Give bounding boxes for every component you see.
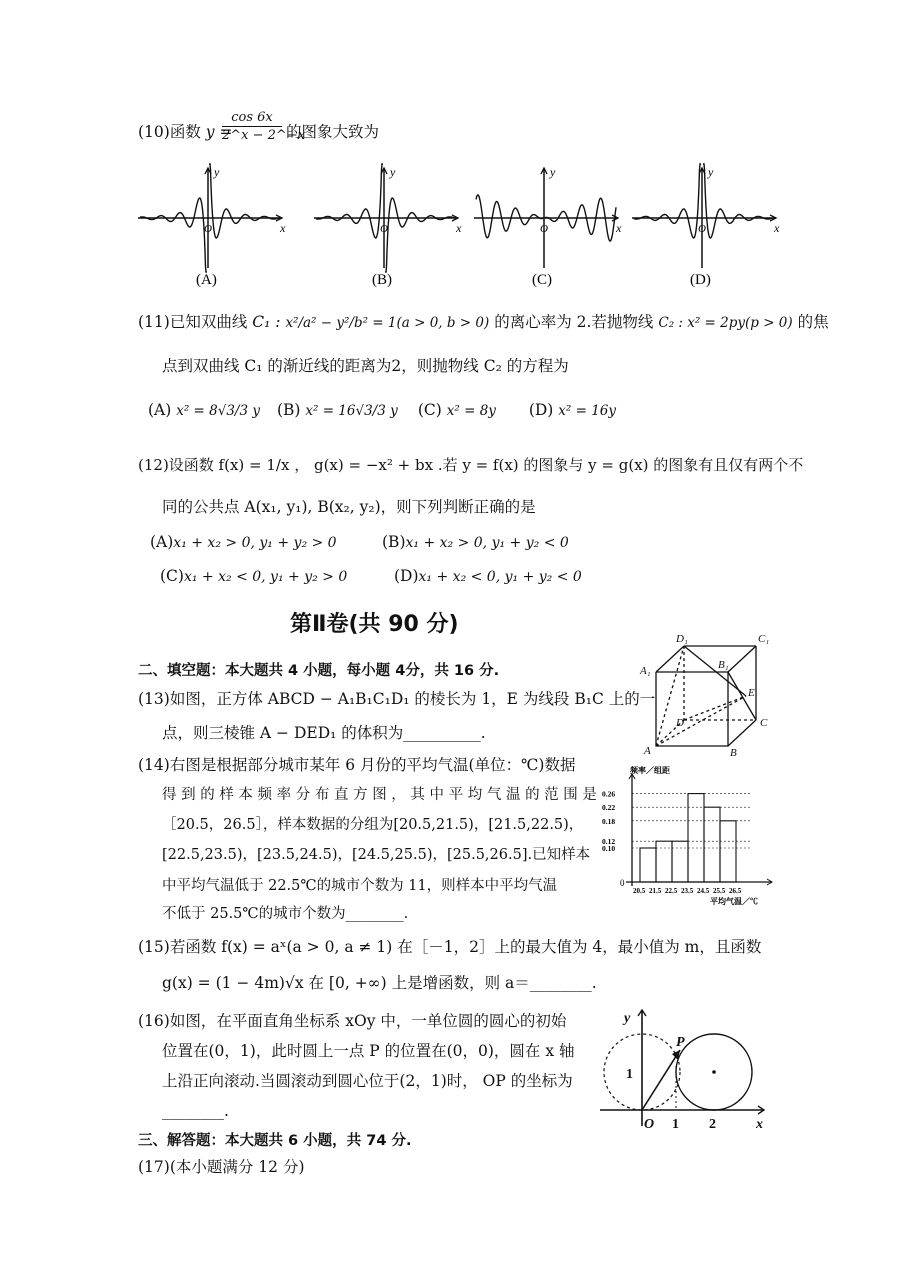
histogram (600, 766, 780, 906)
q11-line2: 点到双曲线 C₁ 的渐近线的距离为2，则抛物线 C₂ 的方程为 (162, 357, 569, 375)
q12-line2: 同的公共点 A(x₁, y₁), B(x₂, y₂)，则下列判断正确的是 (162, 498, 536, 516)
hist-x-tick-label: 20.5 (633, 887, 646, 895)
function-curve-left (140, 198, 207, 272)
vector-op (642, 1050, 680, 1110)
label-one-y: 1 (626, 1067, 633, 1082)
part2-title: 第Ⅱ卷(共 90 分) (290, 612, 459, 637)
label-c1: C₁ (758, 633, 770, 645)
graph-option-c (474, 165, 622, 288)
q16-line1: (16)如图，在平面直角坐标系 xOy 中，一单位圆的圆心的初始 (138, 1012, 567, 1030)
function-curve-right (385, 198, 456, 272)
label-p: P (676, 1035, 685, 1050)
pyramid-a-e (656, 696, 746, 746)
section2-heading: 二、填空题：本大题共 4 小题，每小题 4分，共 16 分. (138, 663, 500, 679)
q11-options (148, 400, 617, 421)
graph-option-a (138, 164, 286, 288)
label-b: B (730, 747, 737, 759)
hist-x-tick-label: 24.5 (697, 887, 710, 895)
label-c: C (760, 717, 768, 729)
rolled-circle-center (712, 1070, 716, 1074)
q11-option-c: (C) x² = 8y (417, 401, 496, 419)
q14-line4: [22.5,23.5)，[23.5,24.5)，[24.5,25.5)，[25.5,26.5].已知样本 (162, 847, 591, 863)
q14-line1: (14)右图是根据部分城市某年 6 月份的平均气温(单位：℃)数据 (138, 756, 576, 774)
hist-x-tick-label: 22.5 (665, 887, 678, 895)
hist-bar-23.5 (688, 794, 704, 882)
q16-line3: 上沿正向滚动.当圆滚动到圆心位于(2，1)时， OP 的坐标为 (162, 1072, 573, 1090)
hist-y-tick-label: 0.10 (602, 844, 616, 853)
axis-x-label: x (280, 221, 286, 235)
origin-label: O (380, 223, 388, 235)
label-b1: B₁ (718, 659, 729, 671)
pyramid-d-e (684, 696, 746, 720)
hist-x-tick-label: 23.5 (681, 887, 694, 895)
function-curve-right (209, 164, 280, 238)
hist-bar-22.5 (672, 841, 688, 882)
option-label: (C) (532, 272, 552, 288)
q15-line1: (15)若函数 f(x) = aˣ(a > 0, a ≠ 1) 在［－1，2］上的最大值为 4，最小值为 m，且函数 (138, 938, 762, 956)
option-label: (A) (196, 272, 217, 288)
function-curve-left (476, 195, 543, 238)
function-curve-right (703, 164, 774, 238)
function-curve-left (634, 164, 701, 238)
axis-x-label: x (774, 221, 780, 235)
label-a1: A₁ (640, 665, 651, 677)
cube-figure (636, 628, 776, 758)
hist-bar-21.5 (656, 841, 672, 882)
label-d: D (676, 717, 684, 729)
hist-bar-20.5 (640, 848, 656, 882)
axis-x-label: x (616, 221, 622, 235)
q11-option-a: (A) x² = 8√3/3 y (148, 401, 260, 419)
graph-option-d (632, 164, 780, 288)
q13-line1: (13)如图，正方体 ABCD − A₁B₁C₁D₁ 的棱长为 1，E 为线段 B₁C 上的一 (138, 690, 656, 708)
label-origin: O (644, 1117, 655, 1132)
q12-option-b: (B)x₁ + x₂ > 0, y₁ + y₂ < 0 (382, 533, 569, 551)
q11-formula: x²/a² − y²/b² = 1(a > 0, b > 0) (285, 315, 490, 331)
axis-y-label: y (550, 165, 556, 179)
q12-option-d: (D)x₁ + x₂ < 0, y₁ + y₂ < 0 (394, 567, 582, 585)
hist-x-tick-label: 21.5 (649, 887, 662, 895)
q12-option-c: (C)x₁ + x₂ < 0, y₁ + y₂ > 0 (160, 567, 348, 585)
label-x-axis: x (756, 1117, 763, 1132)
q11-line1 (138, 312, 829, 333)
axis-y-label: y (390, 165, 396, 179)
hist-bar-24.5 (704, 807, 720, 882)
q10-fraction (222, 110, 306, 143)
q11-suffix: 的焦 (797, 313, 829, 331)
cube-edge-b1-c1 (728, 646, 756, 672)
origin-label: O (698, 223, 706, 235)
q13-line2: 点，则三棱锥 A − DED₁ 的体积为__________. (162, 724, 486, 742)
q14-line3: ［20.5，26.5］，样本数据的分组为[20.5,21.5)，[21.5,22.5)， (162, 817, 584, 833)
origin-label: O (204, 223, 212, 235)
label-y-axis: y (624, 1011, 631, 1026)
hist-y-tick-label: 0.18 (602, 816, 616, 826)
axis-x-label: x (456, 221, 462, 235)
label-e: E (748, 687, 755, 699)
hist-x-label: 平均气温／℃ (710, 897, 758, 906)
label-a: A (644, 745, 651, 757)
hist-origin: 0 (620, 878, 625, 888)
cube-edge-b-c (728, 720, 756, 746)
q11-mid: 的离心率为 2.若抛物线 (494, 313, 654, 331)
q10-prefix: (10)函数 (138, 123, 201, 141)
q11-option-d: (D) x² = 16y (528, 401, 617, 419)
q17-heading: (17)(本小题满分 12 分) (138, 1158, 305, 1176)
label-one-x: 1 (672, 1117, 679, 1132)
q10-graphs (130, 160, 780, 290)
option-label: (D) (690, 272, 711, 288)
q14-line2: 得 到 的 样 本 频 率 分 布 直 方 图 ， 其 中 平 均 气 温 的 范 围 是 (162, 787, 597, 803)
hist-bar-25.5 (720, 821, 736, 882)
q11-prefix: (11)已知双曲线 (138, 313, 248, 331)
hist-y-tick-label: 0.12 (602, 837, 616, 847)
axis-y-label: y (708, 165, 714, 179)
q14-line5: 中平均气温低于 22.5℃的城市个数为 11，则样本中平均气温 (162, 878, 558, 894)
rolling-circle-figure (596, 1006, 770, 1132)
q11-curve: C₁ : (252, 313, 281, 331)
q15-line2: g(x) = (1 − 4m)√x 在 [0, +∞) 上是增函数，则 a＝________. (162, 974, 597, 992)
hist-y-tick-label: 0.26 (602, 789, 616, 799)
q12-option-a: (A)x₁ + x₂ > 0, y₁ + y₂ > 0 (150, 533, 337, 551)
hist-y-label: 频率／组距 (630, 766, 670, 775)
q14-line6: 不低于 25.5℃的城市个数为________. (162, 906, 409, 922)
q11-formula2: C₂ : x² = 2py(p > 0) (658, 315, 793, 331)
origin-label: O (540, 223, 548, 235)
pyramid-d1-e (684, 646, 746, 696)
hist-x-tick-label: 25.5 (713, 887, 726, 895)
graph-option-b (314, 164, 462, 288)
option-label: (B) (372, 272, 392, 288)
q16-line4: ________. (162, 1102, 229, 1120)
hist-y-tick-label: 0.22 (602, 803, 616, 813)
q10-lhs: y = (205, 123, 233, 141)
q10-suffix: 的图象大致为 (286, 123, 380, 141)
function-curve-right (545, 198, 616, 241)
function-curve-left (316, 164, 383, 238)
q10-numerator: cos 6x (222, 110, 282, 127)
label-d1: D₁ (676, 633, 688, 645)
label-two-x: 2 (709, 1117, 716, 1132)
q10-denominator: 2^x − 2^−x (222, 128, 306, 143)
section3-heading: 三、解答题：本大题共 6 小题，共 74 分. (138, 1133, 412, 1149)
q11-option-b: (B) x² = 16√3/3 y (276, 401, 398, 419)
hist-x-tick-label: 26.5 (729, 887, 742, 895)
q10-line (138, 122, 232, 142)
pyramid-a-d1 (656, 646, 684, 746)
q16-line2: 位置在(0，1)，此时圆上一点 P 的位置在(0，0)，圆在 x 轴 (162, 1042, 575, 1060)
axis-y-label: y (214, 165, 220, 179)
q12-line1: (12)设函数 f(x) = 1/x ， g(x) = −x² + bx .若 y = f(x) 的图象与 y = g(x) 的图象有且仅有两个不 (138, 456, 804, 474)
